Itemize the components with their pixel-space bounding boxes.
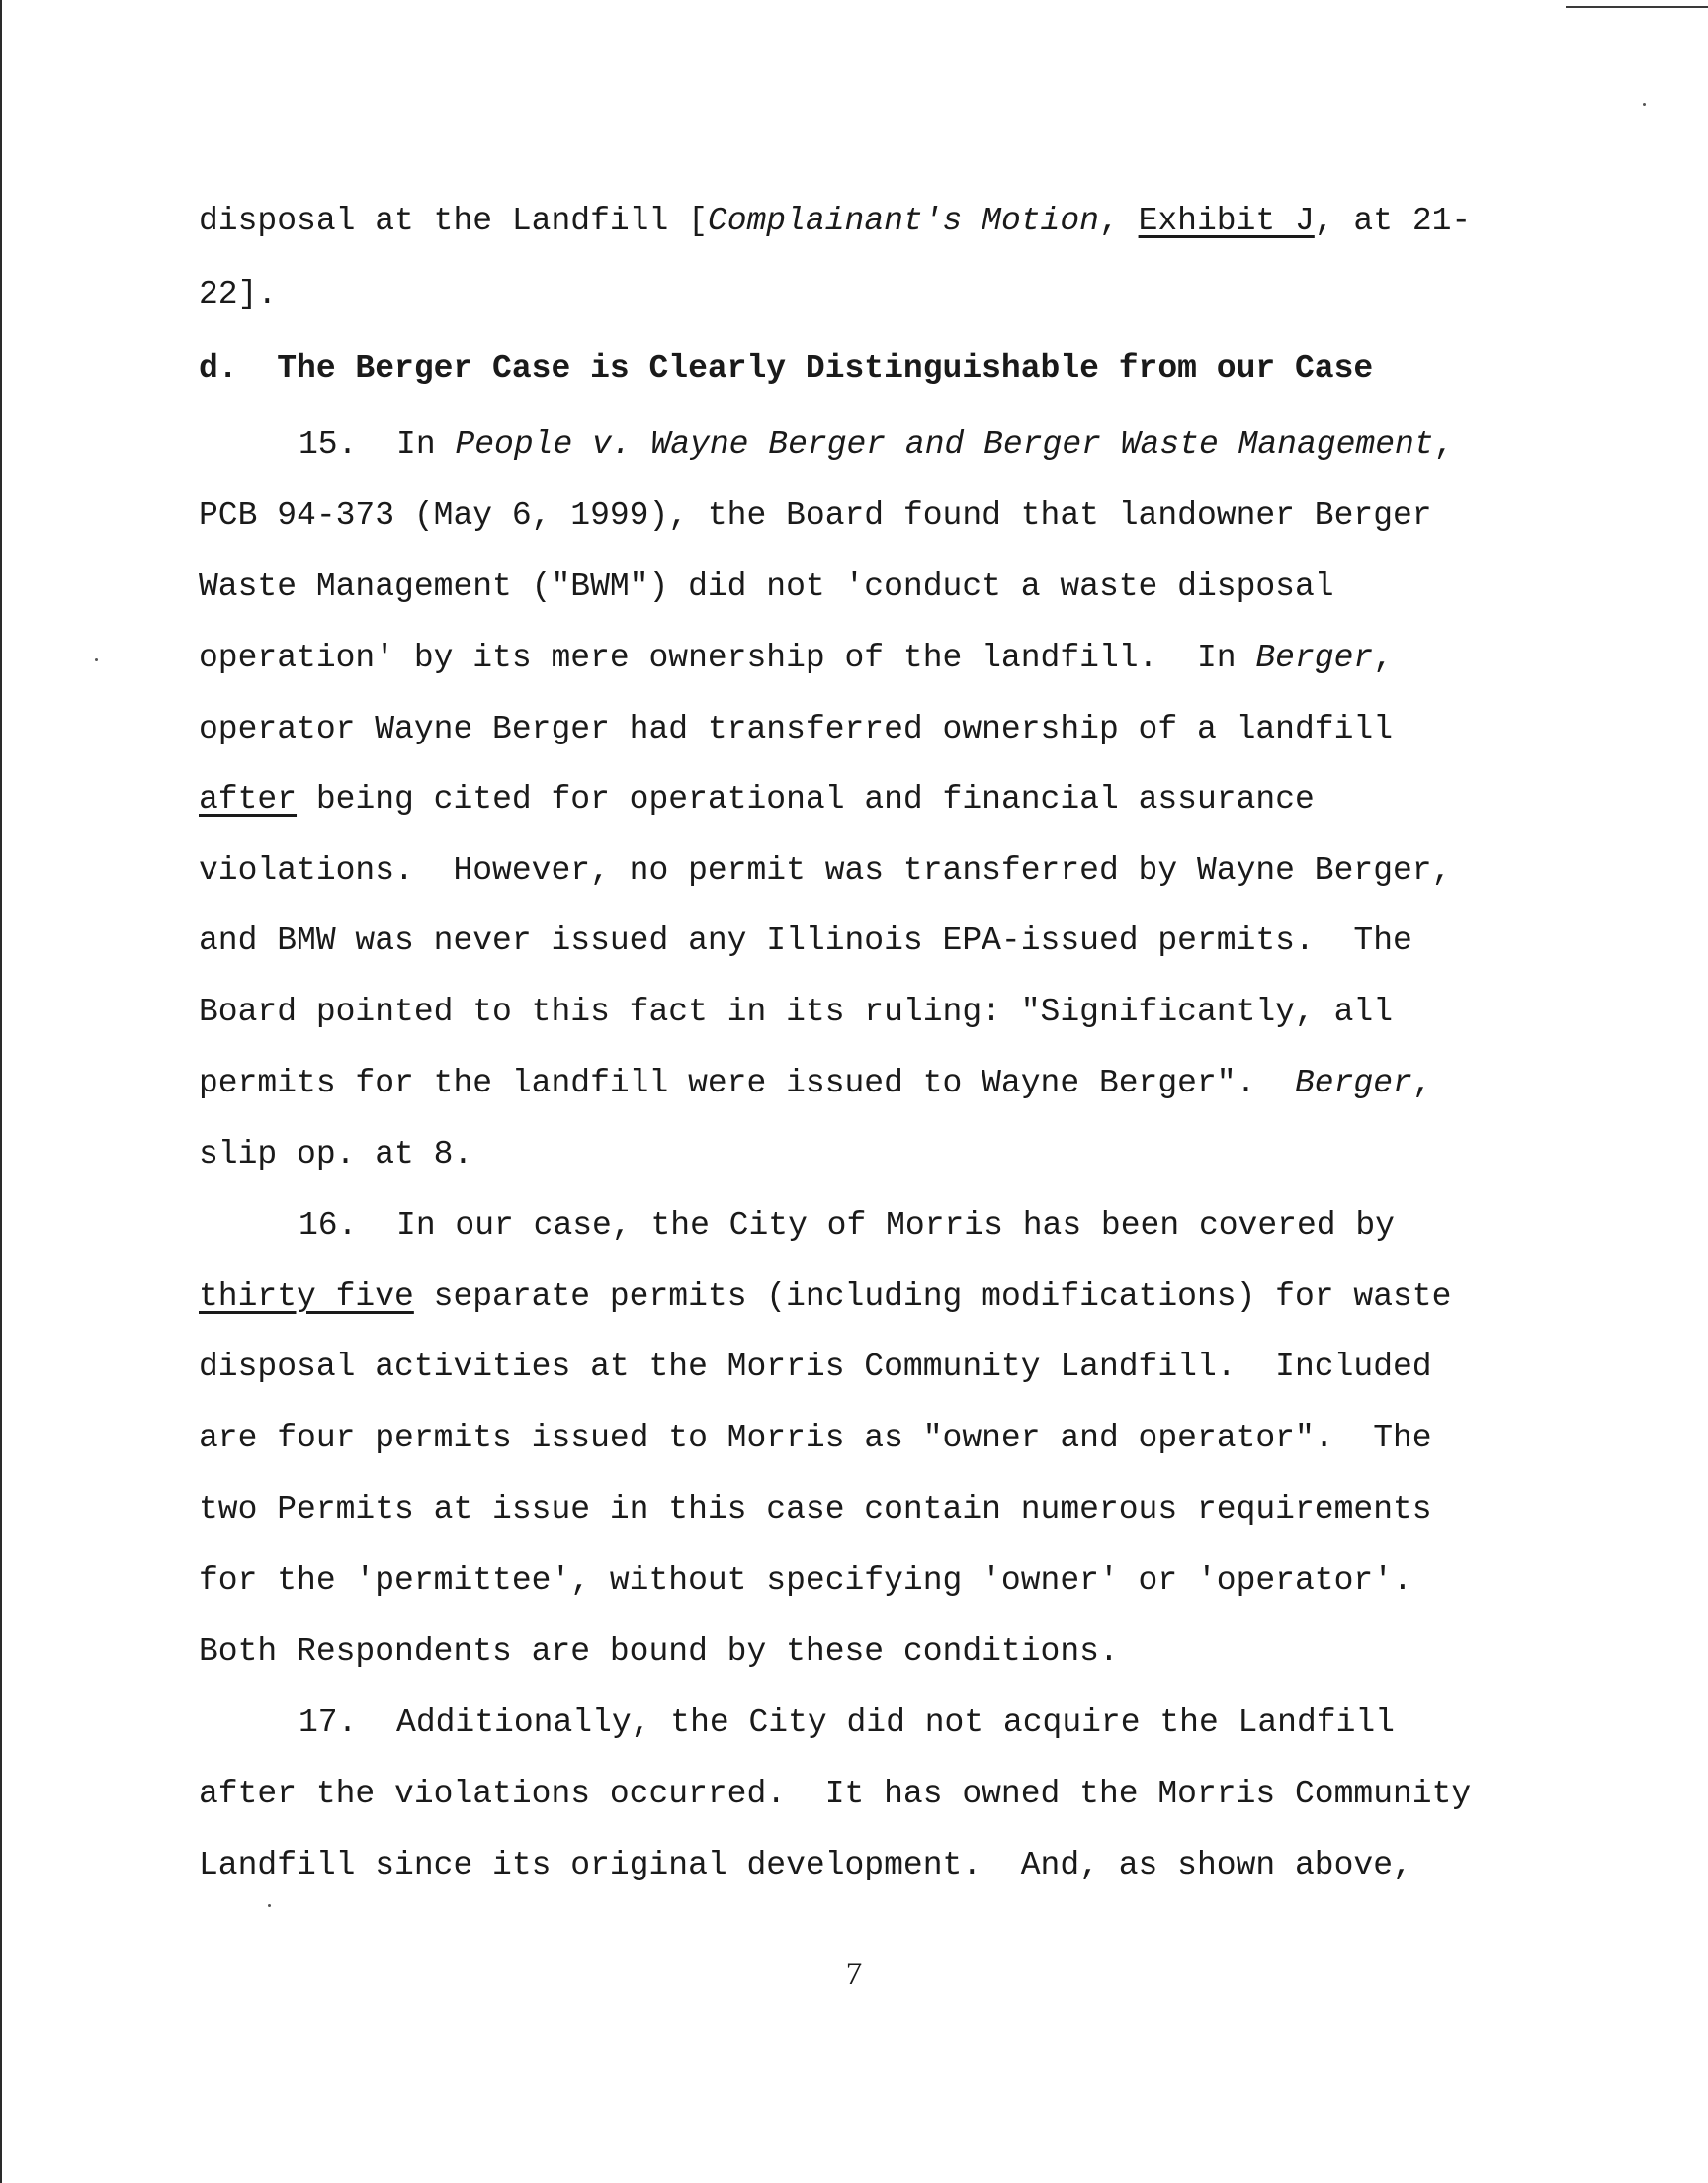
scan-speck bbox=[268, 1904, 271, 1907]
text-line: permits for the landfill were issued to Wayne Berger". Berger, bbox=[199, 1065, 1432, 1101]
scan-speck bbox=[95, 658, 98, 661]
case-citation: People v. Wayne Berger and Berger Waste Management bbox=[455, 426, 1434, 463]
text-line: operator Wayne Berger had transferred ownership of a landfill bbox=[199, 711, 1393, 747]
text-line: slip op. at 8. bbox=[199, 1136, 473, 1173]
text-line: Waste Management ("BWM") did not 'conduct a waste disposal bbox=[199, 568, 1334, 605]
text-line: disposal activities at the Morris Community Landfill. Included bbox=[199, 1349, 1432, 1385]
section-heading: d. The Berger Case is Clearly Distinguishable from our Case bbox=[199, 350, 1374, 387]
text-line: disposal at the Landfill [Complainant's Motion, Exhibit J, at 21- bbox=[199, 203, 1472, 239]
text-line: are four permits issued to Morris as "owner and operator". The bbox=[199, 1420, 1432, 1456]
text-line: PCB 94-373 (May 6, 1999), the Board found that landowner Berger bbox=[199, 497, 1432, 534]
text-line: violations. However, no permit was transferred by Wayne Berger, bbox=[199, 852, 1452, 889]
page-top-rule bbox=[1566, 6, 1708, 8]
text-line: after the violations occurred. It has owned the Morris Community bbox=[199, 1776, 1472, 1812]
text-line: after being cited for operational and financial assurance bbox=[199, 781, 1315, 818]
text-line: thirty five separate permits (including modifications) for waste bbox=[199, 1278, 1452, 1315]
page-left-border bbox=[0, 0, 2, 2183]
text-line: for the 'permittee', without specifying 'owner' or 'operator'. bbox=[199, 1562, 1412, 1599]
text-line: two Permits at issue in this case contain numerous requirements bbox=[199, 1491, 1432, 1528]
paragraph-17-start: 17. Additionally, the City did not acquire the Landfill bbox=[299, 1704, 1395, 1741]
text-line: 22]. bbox=[199, 276, 278, 312]
paragraph-15-start: 15. In People v. Wayne Berger and Berger Waste Management, bbox=[299, 426, 1454, 463]
text-line: and BMW was never issued any Illinois EPA-issued permits. The bbox=[199, 922, 1412, 959]
page-number: 7 bbox=[845, 1957, 863, 1992]
text-line: Board pointed to this fact in its ruling: "Significantly, all bbox=[199, 994, 1393, 1030]
scan-speck bbox=[1643, 103, 1646, 106]
exhibit-reference: Exhibit J bbox=[1138, 203, 1315, 239]
paragraph-16-start: 16. In our case, the City of Morris has been covered by bbox=[299, 1207, 1395, 1244]
text-line: Both Respondents are bound by these conditions. bbox=[199, 1633, 1119, 1670]
text-line: Landfill since its original development. And, as shown above, bbox=[199, 1847, 1412, 1883]
text-line: operation' by its mere ownership of the landfill. In Berger, bbox=[199, 640, 1394, 676]
